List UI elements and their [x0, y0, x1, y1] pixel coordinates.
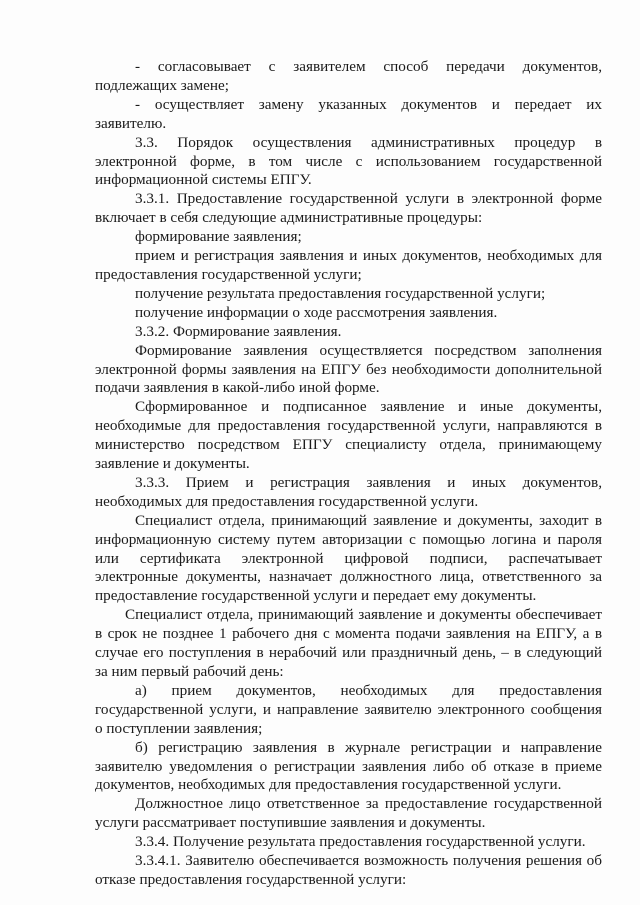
text-line: электронные документы, назначает должностного лица, ответственного за	[95, 568, 602, 586]
text-line: необходимые для предоставления государственной услуги, направляются в	[95, 417, 602, 435]
text-line: - согласовывает с заявителем способ передачи документов,	[135, 58, 602, 75]
text-line: электронной формы заявления на ЕПГУ без необходимости дополнительной	[95, 360, 602, 378]
text-line: или сертификата электронной цифровой подписи, распечатывает	[95, 549, 602, 567]
text-line: информационной системы ЕПГУ.	[95, 171, 312, 189]
text-line: подачи заявления в какой-либо иной форме.	[95, 379, 380, 397]
text-line: предоставление государственной услуги и передает ему документы.	[95, 587, 537, 605]
text-line: заявителю уведомления о регистрации заявления либо об отказе в приеме	[95, 757, 602, 775]
document-body	[95, 58, 602, 890]
text-line: Должностное лицо ответственное за предоставление государственной	[135, 795, 602, 813]
text-line: Специалист отдела, принимающий заявление и документы, заходит в	[135, 511, 602, 529]
text-line: в срок не позднее 1 рабочего дня с момента подачи заявления на ЕПГУ, а в	[95, 625, 602, 643]
text-line: 3.3. Порядок осуществления административных процедур в	[135, 133, 602, 151]
text-line: прием и регистрация заявления и иных документов, необходимых для	[135, 247, 602, 265]
text-line: информационную систему путем авторизации с помощью логина и пароля	[95, 530, 602, 548]
text-line: отказе предоставления государственной услуги:	[95, 870, 407, 888]
text-line: формирование заявления;	[135, 228, 302, 246]
text-line: 3.3.1. Предоставление государственной услуги в электронной форме	[135, 190, 602, 208]
text-line: Формирование заявления осуществляется посредством заполнения	[135, 341, 602, 359]
text-line: получение результата предоставления государственной услуги;	[135, 284, 546, 302]
text-line: подлежащих замене;	[95, 76, 229, 94]
text-line: 3.3.4. Получение результата предоставления государственной услуги.	[135, 833, 586, 851]
text-line: заявление и документы.	[95, 455, 250, 473]
text-line: - осуществляет замену указанных документов и передает их	[135, 95, 602, 113]
text-line: а) прием документов, необходимых для предоставления	[135, 681, 602, 699]
text-line: 3.3.4.1. Заявителю обеспечивается возможность получения решения об	[135, 852, 602, 870]
text-line: 3.3.2. Формирование заявления.	[135, 322, 342, 340]
text-line: заявителю.	[95, 114, 167, 132]
text-line: предоставления государственной услуги;	[95, 265, 362, 283]
text-line: документов, необходимых для предоставления государственной услуги.	[95, 776, 562, 794]
text-line: за ним первый рабочий день:	[95, 663, 284, 680]
text-line: электронной форме, в том числе с использованием государственной	[95, 152, 602, 170]
text-line: получение информации о ходе рассмотрения заявления.	[135, 303, 498, 321]
text-line: государственной услуги, и направление заявителю электронного сообщения	[95, 700, 602, 718]
text-line: б) регистрацию заявления в журнале регистрации и направление	[135, 738, 602, 756]
text-line: о поступлении заявления;	[95, 719, 263, 737]
text-line: необходимых для предоставления государственной услуги.	[95, 492, 479, 510]
text-line: случае его поступления в нерабочий или праздничный день, – в следующий	[95, 644, 602, 662]
text-line: Специалист отдела, принимающий заявление и документы обеспечивает	[125, 606, 602, 624]
text-line: Сформированное и подписанное заявление и иные документы,	[135, 398, 602, 416]
text-line: министерство посредством ЕПГУ специалисту отдела, принимающему	[95, 436, 602, 454]
text-line: 3.3.3. Прием и регистрация заявления и иных документов,	[135, 473, 602, 491]
text-line: включает в себя следующие административные процедуры:	[95, 209, 483, 227]
text-line: услуги рассматривает поступившие заявления и документы.	[95, 814, 486, 832]
